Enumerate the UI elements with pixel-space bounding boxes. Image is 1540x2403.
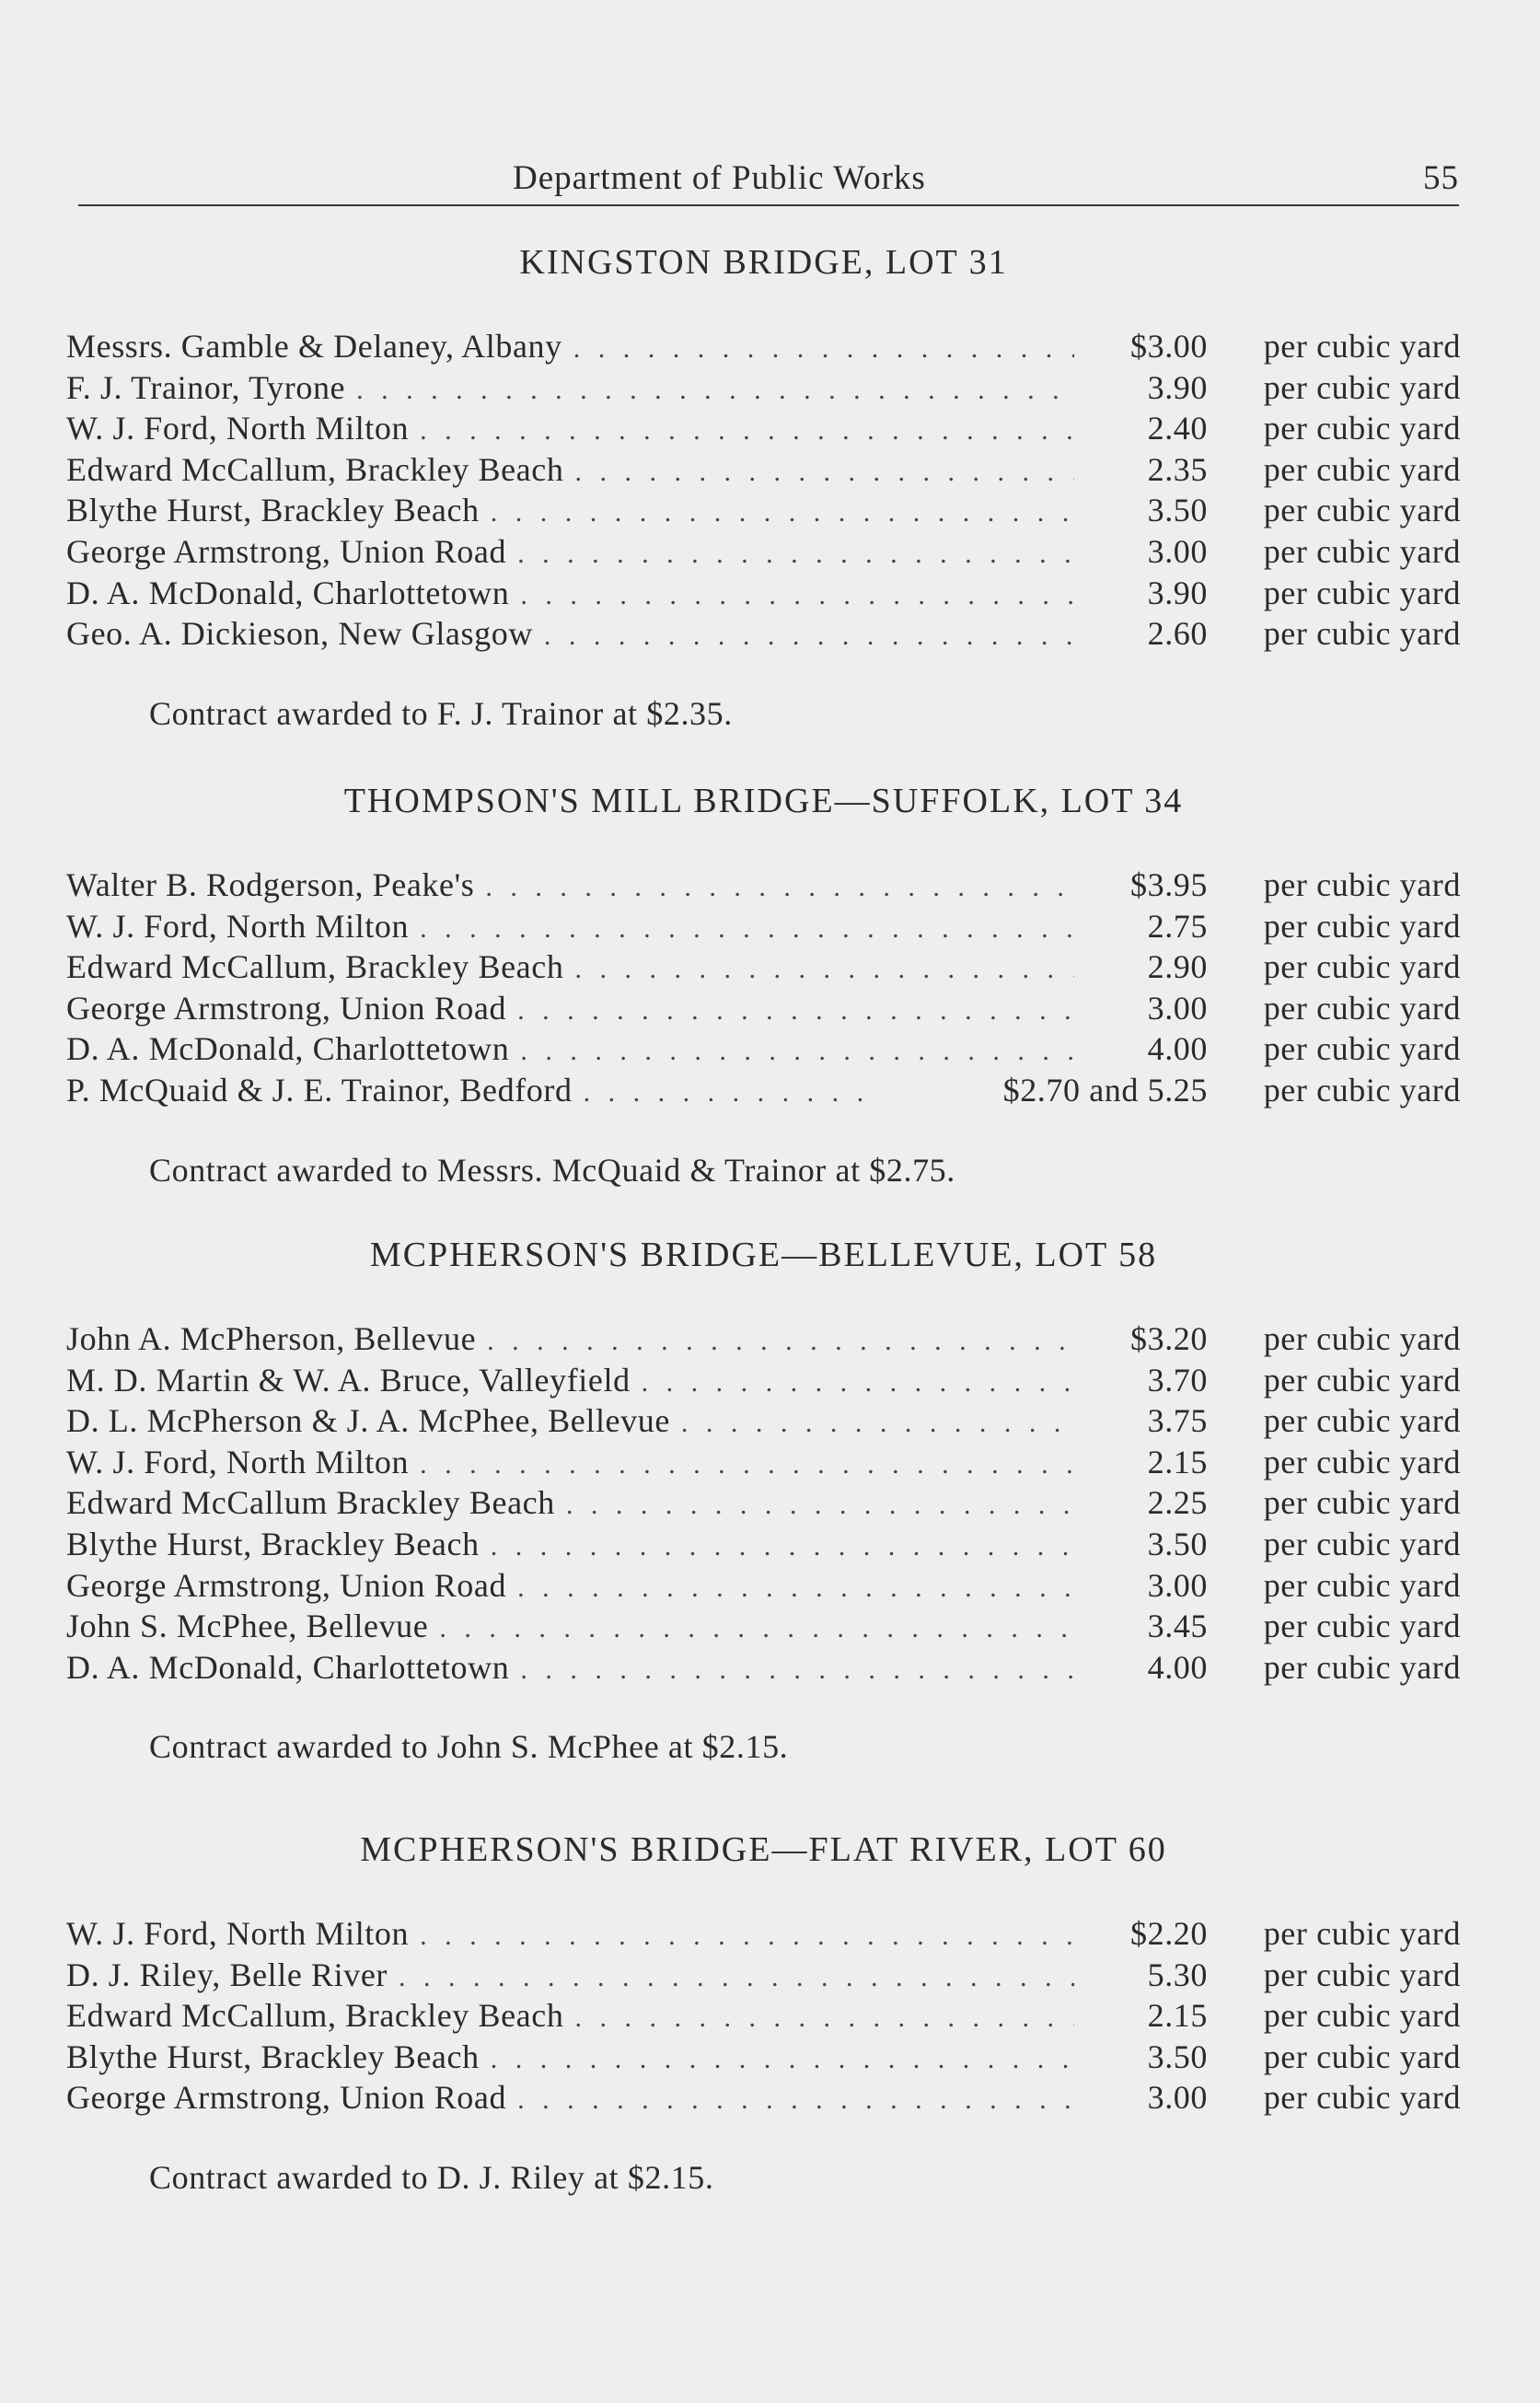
bidder-name: George Armstrong, Union Road [66, 532, 507, 570]
dot-leader [517, 995, 1074, 1027]
tender-row [66, 574, 1461, 615]
bidder-name: W. J. Ford, North Milton [66, 410, 410, 447]
tender-row [66, 450, 1461, 492]
bid-price: 3.90 [1147, 574, 1208, 611]
bid-unit: per cubic yard [1263, 989, 1461, 1027]
tender-row [66, 1401, 1461, 1443]
bid-unit: per cubic yard [1263, 410, 1461, 447]
bid-unit: per cubic yard [1263, 1361, 1461, 1399]
running-head-title: Department of Public Works [513, 159, 926, 197]
section-heading: THOMPSON'S MILL BRIDGE—SUFFOLK, LOT 34 [343, 782, 1184, 820]
bidder-name: Blythe Hurst, Brackley Beach [66, 492, 480, 529]
bidder-name: D. A. McDonald, Charlottetown [66, 1030, 510, 1068]
dot-leader [420, 415, 1074, 447]
tender-row [66, 1956, 1461, 1997]
bidder-name: D. A. McDonald, Charlottetown [66, 574, 510, 611]
bid-price: $3.20 [1130, 1320, 1208, 1357]
dot-leader [491, 1531, 1074, 1562]
bidder-name: Blythe Hurst, Brackley Beach [66, 2037, 480, 2075]
tender-section-thompsons-mill [66, 773, 1461, 1190]
bid-unit: per cubic yard [1263, 328, 1461, 365]
bid-unit: per cubic yard [1263, 615, 1461, 653]
bidder-name: Walter B. Rodgerson, Peake's [66, 866, 475, 903]
bid-unit: per cubic yard [1263, 1915, 1461, 1952]
tender-row [66, 491, 1461, 532]
dot-leader [420, 913, 1074, 945]
bidder-name: John S. McPhee, Bellevue [66, 1608, 429, 1645]
tender-row [66, 2037, 1461, 2079]
tender-row [66, 1566, 1461, 1608]
tender-row [66, 865, 1461, 907]
dot-leader [520, 1654, 1074, 1686]
dot-leader [487, 1326, 1074, 1357]
bid-unit: per cubic yard [1263, 492, 1461, 529]
bid-price: 3.45 [1147, 1608, 1208, 1645]
dot-leader [491, 2044, 1074, 2075]
bid-price: 4.00 [1147, 1648, 1208, 1686]
bid-unit: per cubic yard [1263, 532, 1461, 570]
dot-leader [356, 375, 1074, 406]
tender-row [66, 1029, 1461, 1071]
bid-price: 3.00 [1147, 532, 1208, 570]
section-heading: KINGSTON BRIDGE, LOT 31 [519, 243, 1008, 282]
bid-price: 3.75 [1147, 1402, 1208, 1440]
tender-row [66, 1071, 1461, 1112]
bid-price: 3.90 [1147, 368, 1208, 406]
bid-unit: per cubic yard [1263, 866, 1461, 903]
dot-leader [517, 2084, 1074, 2116]
tender-section-mcphersons-flat-river [66, 1822, 1461, 2197]
tender-row [66, 947, 1461, 989]
bid-unit: per cubic yard [1263, 2079, 1461, 2117]
dot-leader [485, 872, 1074, 903]
dot-leader [399, 1962, 1074, 1993]
bid-unit: per cubic yard [1263, 1484, 1461, 1522]
bid-unit: per cubic yard [1263, 2037, 1461, 2075]
bid-price: 3.50 [1147, 1525, 1208, 1562]
bidder-name: W. J. Ford, North Milton [66, 907, 410, 945]
dot-leader [520, 580, 1074, 611]
bid-price: 3.00 [1147, 2079, 1208, 2117]
bid-price: $3.00 [1130, 328, 1208, 365]
dot-leader [520, 1036, 1074, 1067]
dot-leader [573, 333, 1074, 365]
bidder-name: Messrs. Gamble & Delaney, Albany [66, 328, 562, 365]
bid-price: 2.40 [1147, 410, 1208, 447]
page-number: 55 [1423, 159, 1459, 197]
bid-unit: per cubic yard [1263, 450, 1461, 488]
tender-row [66, 409, 1461, 450]
tender-list [66, 1914, 1461, 2119]
bid-unit: per cubic yard [1263, 1997, 1461, 2035]
bid-unit: per cubic yard [1263, 907, 1461, 945]
bidder-name: Edward McCallum Brackley Beach [66, 1484, 555, 1522]
bid-price: 5.30 [1147, 1956, 1208, 1993]
tender-row [66, 1361, 1461, 1402]
dot-leader [566, 1490, 1074, 1521]
bidder-name: D. J. Riley, Belle River [66, 1956, 388, 1993]
tender-section-kingston [66, 235, 1461, 733]
bid-unit: per cubic yard [1263, 1648, 1461, 1686]
tender-row [66, 532, 1461, 574]
dot-leader [517, 539, 1074, 570]
bid-price: 3.00 [1147, 1566, 1208, 1604]
tender-row [66, 1443, 1461, 1484]
dot-leader [574, 2002, 1074, 2034]
bid-price: 4.00 [1147, 1030, 1208, 1068]
bid-price: 3.50 [1147, 492, 1208, 529]
tender-row [66, 989, 1461, 1030]
bidder-name: Blythe Hurst, Brackley Beach [66, 1525, 480, 1562]
tender-row [66, 1525, 1461, 1566]
bid-unit: per cubic yard [1263, 1566, 1461, 1604]
tender-row [66, 614, 1461, 656]
dot-leader [439, 1613, 1074, 1644]
tender-row [66, 1319, 1461, 1361]
dot-leader [642, 1367, 1074, 1399]
tender-list [66, 865, 1461, 1112]
contract-award: Contract awarded to John S. McPhee at $2.15. [149, 1728, 789, 1766]
bid-unit: per cubic yard [1263, 1443, 1461, 1480]
bid-price: 2.15 [1147, 1443, 1208, 1480]
bid-price: 2.35 [1147, 450, 1208, 488]
bidder-name: M. D. Martin & W. A. Bruce, Valleyfield [66, 1361, 631, 1399]
tender-list [66, 327, 1461, 656]
bid-unit: per cubic yard [1263, 574, 1461, 611]
bidder-name: Edward McCallum, Brackley Beach [66, 1997, 564, 2035]
bidder-name: D. A. McDonald, Charlottetown [66, 1648, 510, 1686]
bidder-name: Geo. A. Dickieson, New Glasgow [66, 615, 533, 653]
bid-price: 2.25 [1147, 1484, 1208, 1522]
tender-row [66, 1914, 1461, 1956]
bidder-name: George Armstrong, Union Road [66, 1566, 507, 1604]
dot-leader [574, 457, 1074, 488]
tender-section-mcphersons-bellevue [66, 1227, 1461, 1766]
contract-award: Contract awarded to Messrs. McQuaid & Trainor at $2.75. [149, 1151, 955, 1189]
bid-unit: per cubic yard [1263, 1608, 1461, 1645]
bid-price: 3.00 [1147, 989, 1208, 1027]
section-heading: MCPHERSON'S BRIDGE—BELLEVUE, LOT 58 [369, 1236, 1158, 1274]
bid-unit: per cubic yard [1263, 1030, 1461, 1068]
dot-leader [420, 1449, 1074, 1480]
running-head [78, 155, 1459, 206]
tender-row [66, 907, 1461, 948]
bid-price: 3.70 [1147, 1361, 1208, 1399]
bidder-name: W. J. Ford, North Milton [66, 1915, 410, 1952]
bidder-name: George Armstrong, Union Road [66, 2079, 507, 2117]
tender-list [66, 1319, 1461, 1689]
bidder-name: W. J. Ford, North Milton [66, 1443, 410, 1480]
bidder-name: Edward McCallum, Brackley Beach [66, 450, 564, 488]
tender-row [66, 1483, 1461, 1525]
contract-award: Contract awarded to F. J. Trainor at $2.35. [149, 694, 733, 732]
bid-unit: per cubic yard [1263, 1320, 1461, 1357]
bid-price: $2.20 [1130, 1915, 1208, 1952]
bid-unit: per cubic yard [1263, 1071, 1461, 1109]
tender-row [66, 368, 1461, 410]
bid-price: $2.70 and 5.25 [1002, 1071, 1208, 1109]
bid-price: 3.50 [1147, 2037, 1208, 2075]
tender-row [66, 1648, 1461, 1689]
contract-award: Contract awarded to D. J. Riley at $2.15. [149, 2158, 714, 2196]
bidder-name: George Armstrong, Union Road [66, 989, 507, 1027]
dot-leader [584, 1077, 864, 1109]
bid-unit: per cubic yard [1263, 1956, 1461, 1993]
dot-leader [420, 1921, 1074, 1952]
tender-row [66, 1996, 1461, 2037]
bidder-name: P. McQuaid & J. E. Trainor, Bedford [66, 1071, 573, 1109]
bid-price: $3.95 [1130, 866, 1208, 903]
tender-row [66, 327, 1461, 368]
bid-unit: per cubic yard [1263, 948, 1461, 986]
dot-leader [681, 1408, 1074, 1439]
bid-price: 2.75 [1147, 907, 1208, 945]
bid-price: 2.15 [1147, 1997, 1208, 2035]
section-heading: MCPHERSON'S BRIDGE—FLAT RIVER, LOT 60 [360, 1830, 1167, 1869]
tender-row [66, 1607, 1461, 1648]
dot-leader [517, 1573, 1074, 1604]
bidder-name: Edward McCallum, Brackley Beach [66, 948, 564, 986]
header-rule [78, 204, 1459, 206]
bidder-name: D. L. McPherson & J. A. McPhee, Bellevue [66, 1402, 670, 1440]
bid-price: 2.60 [1147, 615, 1208, 653]
bidder-name: John A. McPherson, Bellevue [66, 1320, 477, 1357]
dot-leader [574, 954, 1074, 985]
bid-unit: per cubic yard [1263, 1402, 1461, 1440]
bid-price: 2.90 [1147, 948, 1208, 986]
bidder-name: F. J. Trainor, Tyrone [66, 368, 346, 406]
bid-unit: per cubic yard [1263, 368, 1461, 406]
bid-unit: per cubic yard [1263, 1525, 1461, 1562]
dot-leader [491, 497, 1074, 528]
dot-leader [544, 621, 1074, 652]
tender-row [66, 2078, 1461, 2119]
